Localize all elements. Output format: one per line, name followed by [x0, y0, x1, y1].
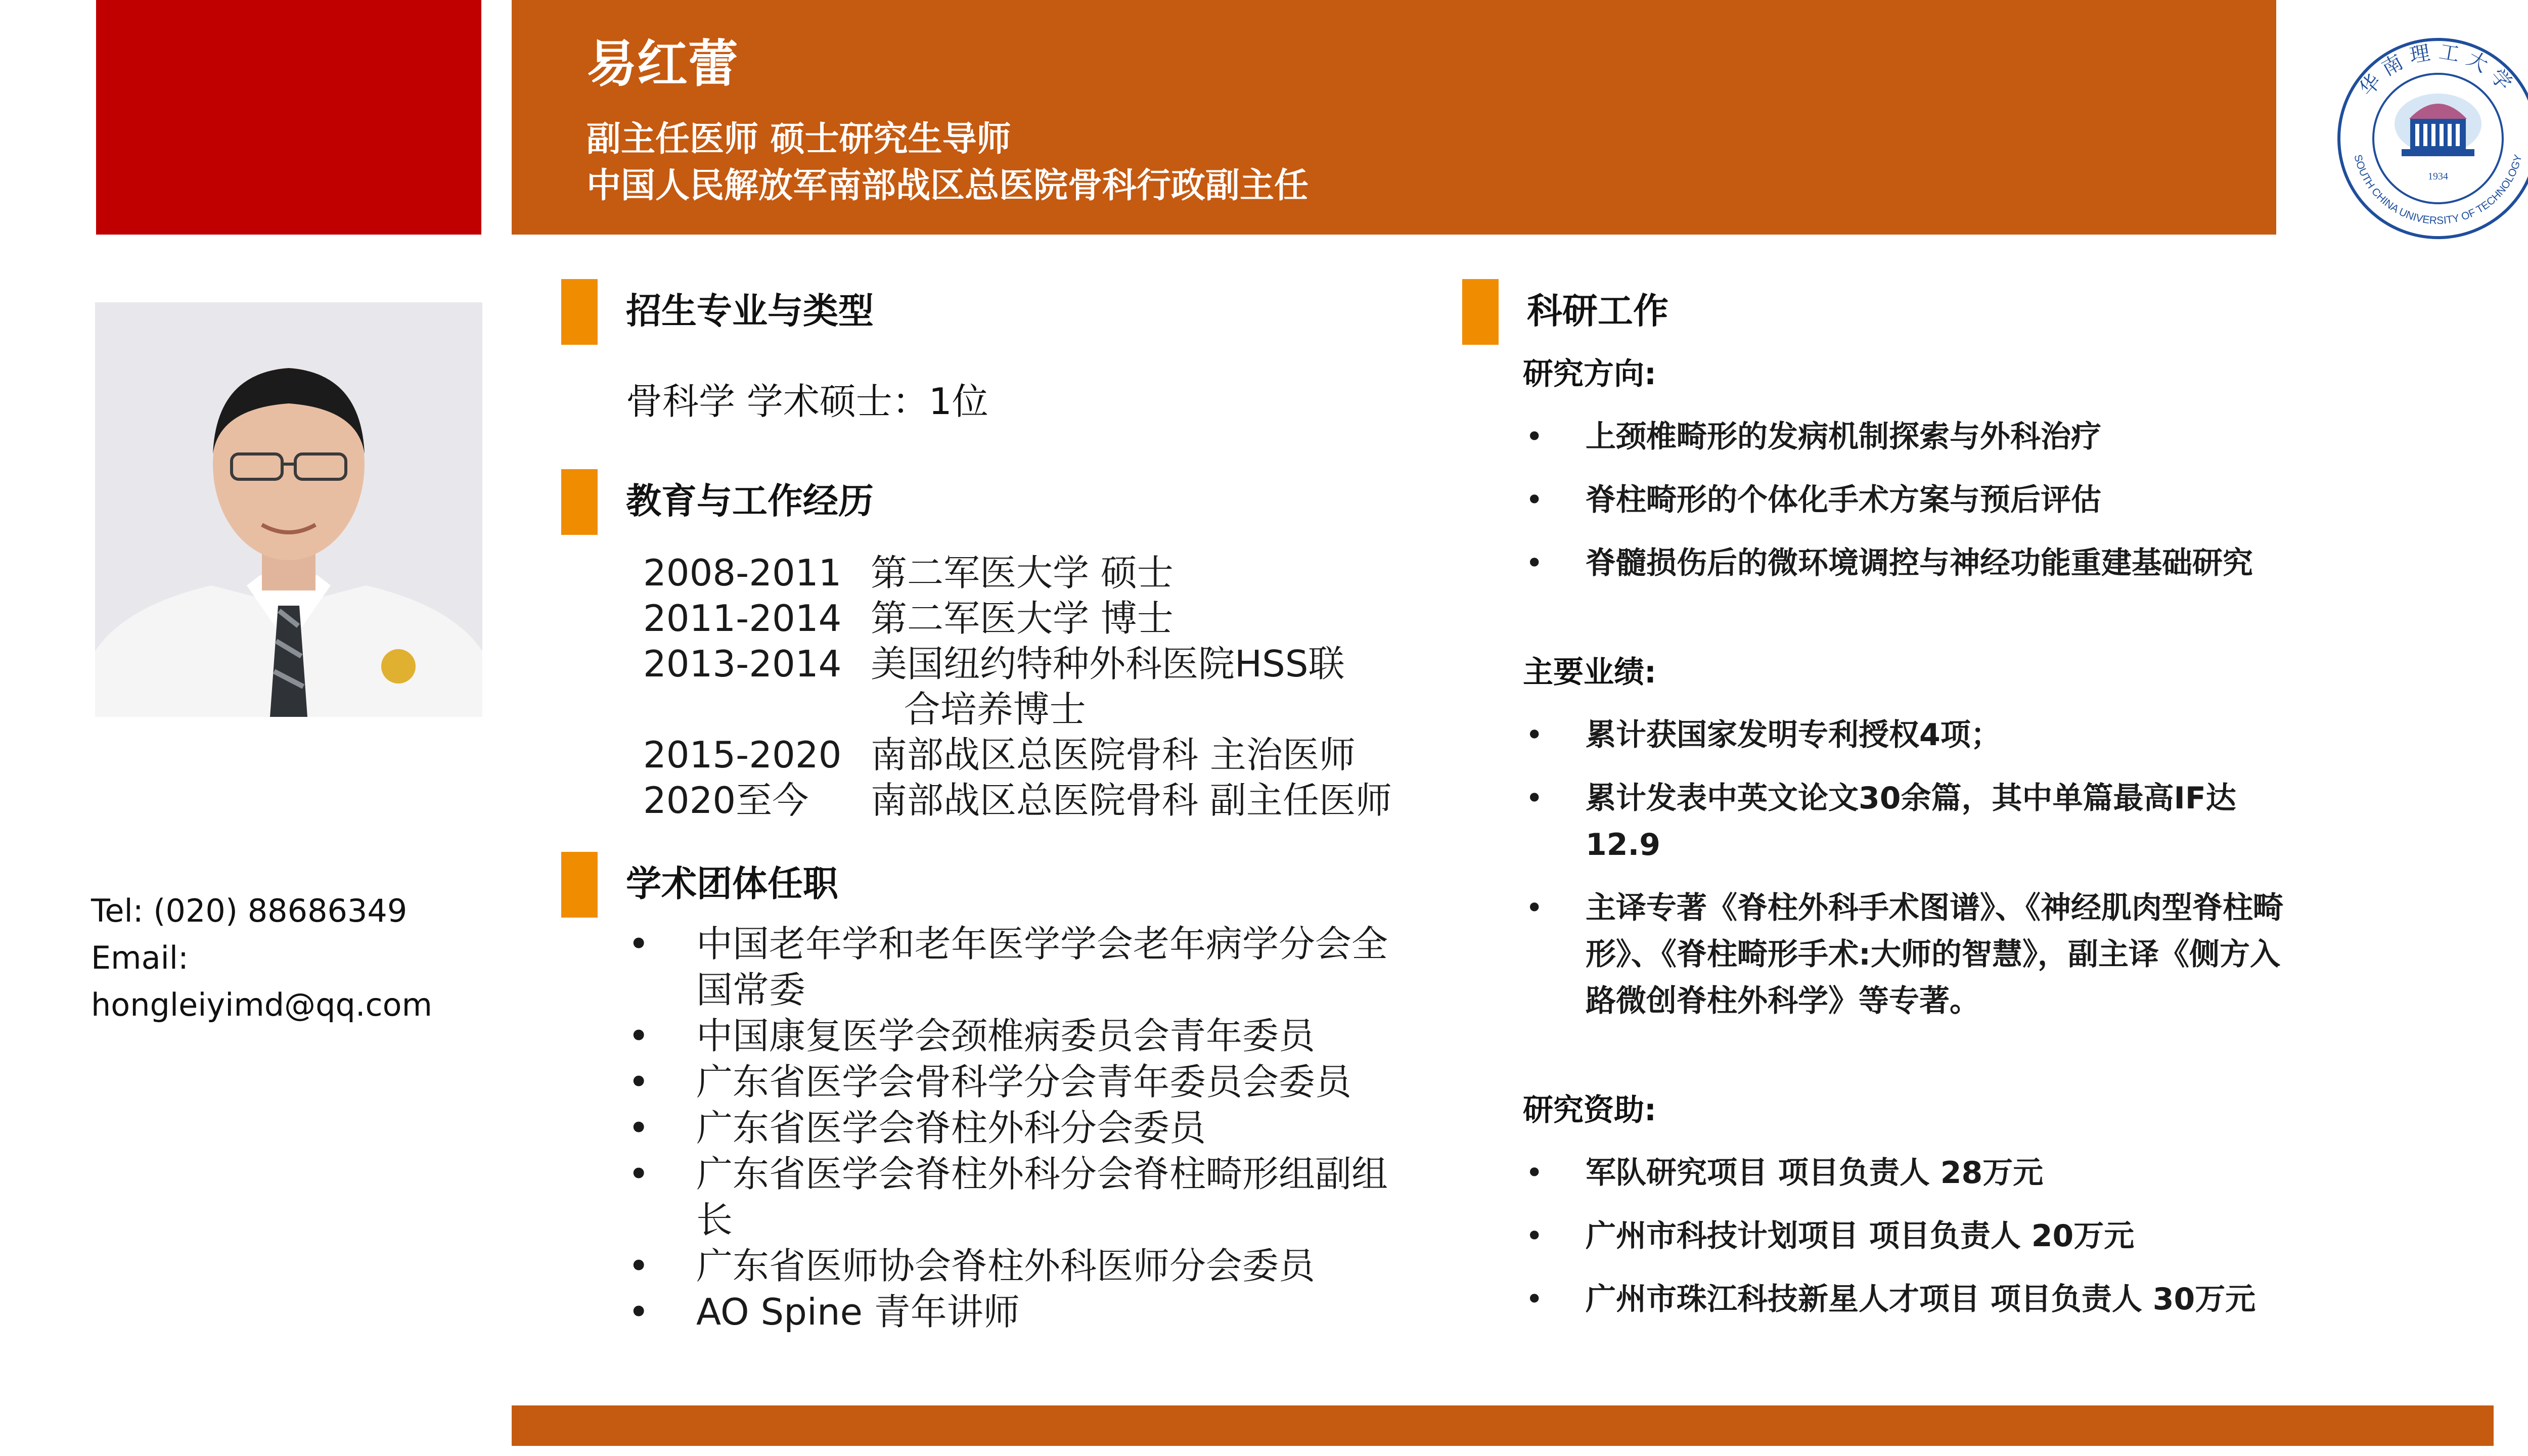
section-title: 教育与工作经历	[626, 480, 874, 522]
education-years: 2011-2014	[643, 597, 842, 640]
education-row	[643, 778, 1452, 823]
education-desc: 第二军医大学 硕士	[871, 552, 1173, 594]
education-row	[643, 641, 1452, 687]
red-header-block	[96, 0, 481, 235]
doctor-titles	[586, 116, 1308, 209]
education-desc: 合培养博士	[881, 688, 1086, 731]
education-desc: 南部战区总医院骨科 副主任医师	[871, 779, 1392, 822]
list-item: • 中国康复医学会颈椎病委员会青年委员	[623, 1013, 1422, 1059]
list-item: • 累计获国家发明专利授权4项；	[1523, 712, 2291, 758]
doctor-photo	[95, 302, 482, 717]
section-title: 招生专业与类型	[626, 290, 874, 332]
list-item: • 广州市科技计划项目 项目负责人 20万元	[1523, 1213, 2291, 1259]
list-item: • 广东省医师协会脊柱外科医师分会委员	[623, 1243, 1422, 1289]
research-achievements-list	[1523, 712, 2291, 1024]
education-row	[643, 732, 1452, 778]
list-item: • 主译专著《脊柱外科手术图谱》、《神经肌肉型脊柱畸形》、《脊柱畸形手术:大师的智慧》，副主译《侧方入路微创脊柱外科学》等专著。	[1523, 885, 2291, 1024]
education-row	[643, 596, 1452, 641]
title-line-2: 中国人民解放军南部战区总医院骨科行政副主任	[586, 166, 1309, 206]
section-recruitment-header	[561, 279, 1471, 345]
list-item: • 广东省医学会脊柱外科分会委员	[623, 1105, 1422, 1151]
research-directions-label: 研究方向:	[1523, 356, 1656, 392]
research-funding-list	[1523, 1150, 2291, 1323]
education-desc: 美国纽约特种外科医院HSS联	[871, 643, 1345, 685]
logo-chinese-name: 华南理工大学	[2355, 40, 2521, 101]
logo-english-name: SOUTH CHINA UNIVERSITY OF TECHNOLOGY	[2352, 153, 2524, 227]
contact-email-label: Email:	[91, 939, 189, 976]
list-item: • 脊柱畸形的个体化手术方案与预后评估	[1523, 477, 2291, 523]
doctor-name: 易红蕾	[586, 34, 738, 94]
education-row	[643, 550, 1452, 596]
organizations-list	[623, 921, 1422, 1335]
section-organizations-header	[561, 852, 1471, 918]
section-education-header	[561, 469, 1471, 535]
recruitment-text: 骨科学 学术硕士：1位	[626, 380, 988, 423]
education-list	[643, 550, 1452, 823]
logo-year: 1934	[2428, 171, 2448, 182]
list-item: • 累计发表中英文论文30余篇，其中单篇最高IF达12.9	[1523, 775, 2291, 868]
list-item: • 上颈椎畸形的发病机制探索与外科治疗	[1523, 414, 2291, 460]
section-marker	[561, 279, 598, 345]
university-logo	[2328, 38, 2528, 239]
list-item: • 中国老年学和老年医学学会老年病学分会全国常委	[623, 921, 1422, 1013]
education-years: 2008-2011	[643, 552, 842, 594]
research-achievements-label: 主要业绩:	[1523, 655, 1656, 690]
education-desc: 第二军医大学 博士	[871, 597, 1173, 640]
section-marker	[561, 469, 598, 535]
contact-email[interactable]: hongleiyimd@qq.com	[91, 986, 432, 1023]
list-item: • 脊髓损伤后的微环境调控与神经功能重建基础研究	[1523, 540, 2291, 586]
contact-tel: Tel: (020) 88686349	[91, 892, 408, 929]
research-content	[1523, 354, 2291, 1339]
list-item: • 广东省医学会脊柱外科分会脊柱畸形组副组长	[623, 1151, 1422, 1243]
list-item: • 广州市珠江科技新星人才项目 项目负责人 30万元	[1523, 1276, 2291, 1323]
list-item: • 广东省医学会骨科学分会青年委员会委员	[623, 1059, 1422, 1105]
section-title: 科研工作	[1527, 290, 1668, 332]
section-marker	[561, 852, 598, 918]
list-item: • AO Spine 青年讲师	[623, 1289, 1422, 1335]
footer-bar	[512, 1405, 2494, 1446]
education-years: 2013-2014	[643, 643, 842, 685]
title-line-1: 副主任医师 硕士研究生导师	[586, 119, 1011, 159]
research-funding-label: 研究资助:	[1523, 1093, 1656, 1128]
research-directions-list	[1523, 414, 2291, 586]
section-research-header	[1462, 279, 2271, 345]
contact-info	[91, 887, 432, 1028]
education-row	[643, 687, 1452, 732]
education-years: 2020至今	[643, 779, 809, 822]
section-title: 学术团体任职	[626, 863, 838, 904]
education-years: 2015-2020	[643, 734, 842, 776]
list-item: • 军队研究项目 项目负责人 28万元	[1523, 1150, 2291, 1196]
education-desc: 南部战区总医院骨科 主治医师	[871, 734, 1356, 776]
doctor-portrait-illustration	[95, 302, 482, 717]
section-marker	[1462, 279, 1499, 345]
